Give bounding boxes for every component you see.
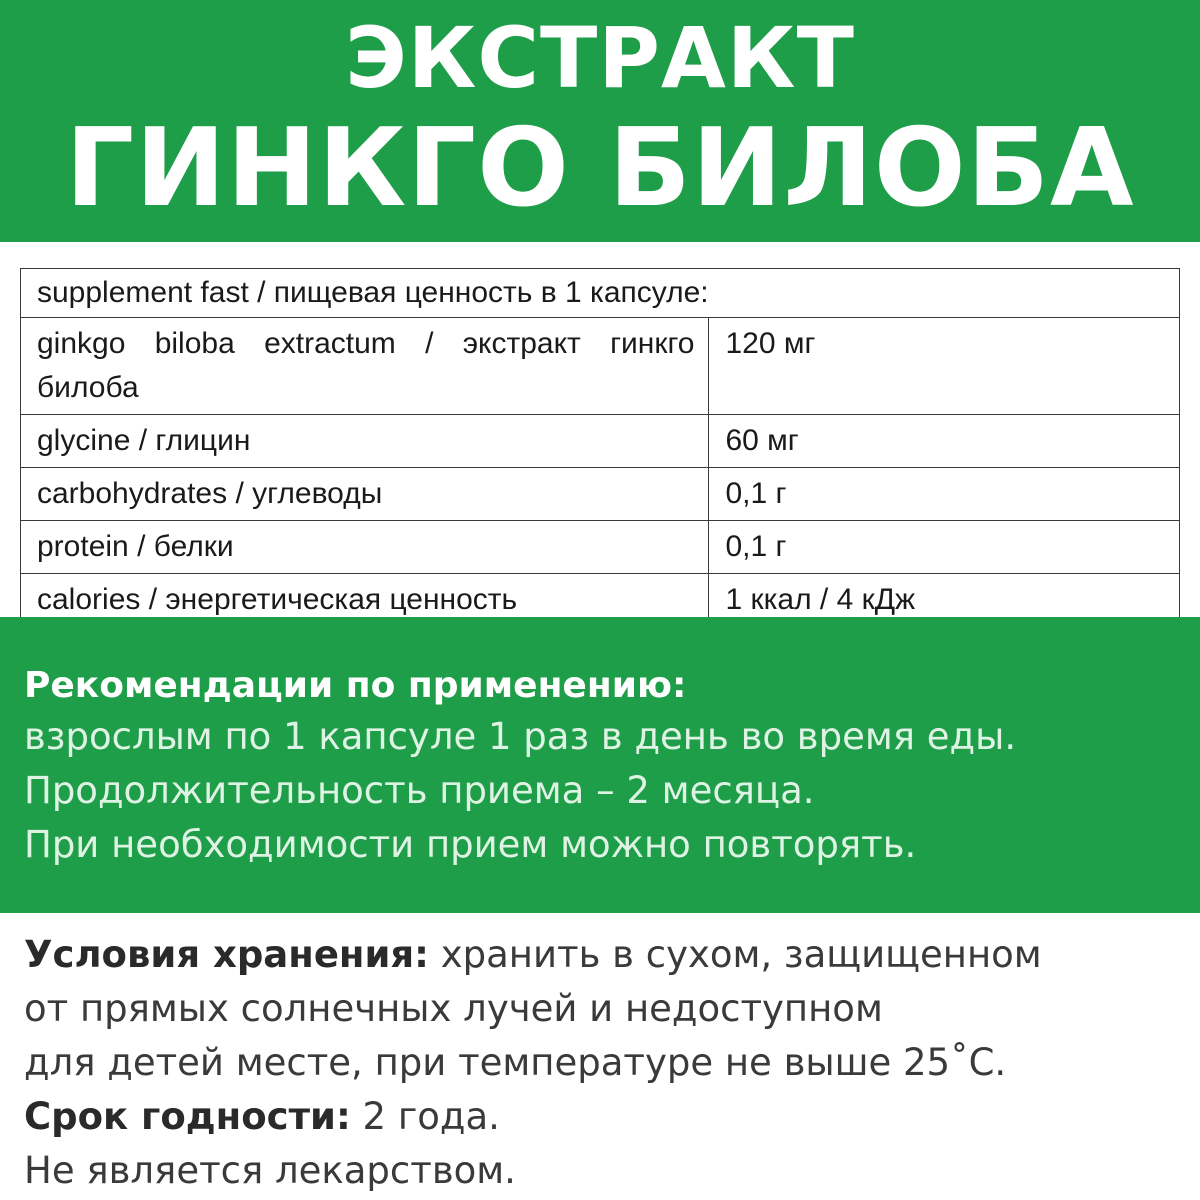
shelf-life-value: 2 года. xyxy=(350,1095,500,1138)
nutrient-value: 60 мг xyxy=(709,415,1180,468)
nutrient-value: 0,1 г xyxy=(709,468,1180,521)
table-row xyxy=(21,318,1180,415)
storage-label: Условия хранения: xyxy=(24,933,429,976)
table-caption: supplement fast / пищевая ценность в 1 капсуле: xyxy=(21,269,1180,318)
recommendations-panel xyxy=(0,617,1200,913)
nutrient-value: 120 мг xyxy=(709,318,1180,415)
nutrient-name: ginkgo biloba extractum / экстракт гинкго билоба xyxy=(21,318,709,415)
storage-section xyxy=(24,928,1184,1198)
table-row xyxy=(21,521,1180,574)
nutrient-name: glycine / глицин xyxy=(21,415,709,468)
table-caption-row xyxy=(21,269,1180,318)
recommendation-line: взрослым по 1 капсуле 1 раз в день во время еды. xyxy=(24,715,1017,758)
header-banner xyxy=(0,0,1200,242)
title-line-2: ГИНКГО БИЛОБА xyxy=(65,106,1135,231)
storage-text: хранить в сухом, защищенном xyxy=(428,933,1042,976)
shelf-life-line xyxy=(24,1090,1184,1144)
table-row xyxy=(21,415,1180,468)
nutrition-table xyxy=(20,268,1180,627)
nutrient-name: calories / энергетическая ценность xyxy=(21,574,709,627)
nutrient-name: protein / белки xyxy=(21,521,709,574)
title-line-1: ЭКСТРАКТ xyxy=(345,9,855,107)
recommendation-line: При необходимости прием можно повторять. xyxy=(24,823,917,866)
nutrient-name: carbohydrates / углеводы xyxy=(21,468,709,521)
nutrient-value: 1 ккал / 4 кДж xyxy=(709,574,1180,627)
storage-line xyxy=(24,928,1184,982)
disclaimer-note: Не является лекарством. xyxy=(24,1149,516,1192)
shelf-life-label: Срок годности: xyxy=(24,1095,351,1138)
storage-line: для детей месте, при температуре не выше 25˚С. xyxy=(24,1041,1007,1084)
recommendation-line: Продолжительность приема – 2 месяца. xyxy=(24,769,815,812)
storage-line: от прямых солнечных лучей и недоступном xyxy=(24,987,883,1030)
recommendations-title: Рекомендации по применению: xyxy=(24,665,687,706)
table-row xyxy=(21,468,1180,521)
nutrient-value: 0,1 г xyxy=(709,521,1180,574)
